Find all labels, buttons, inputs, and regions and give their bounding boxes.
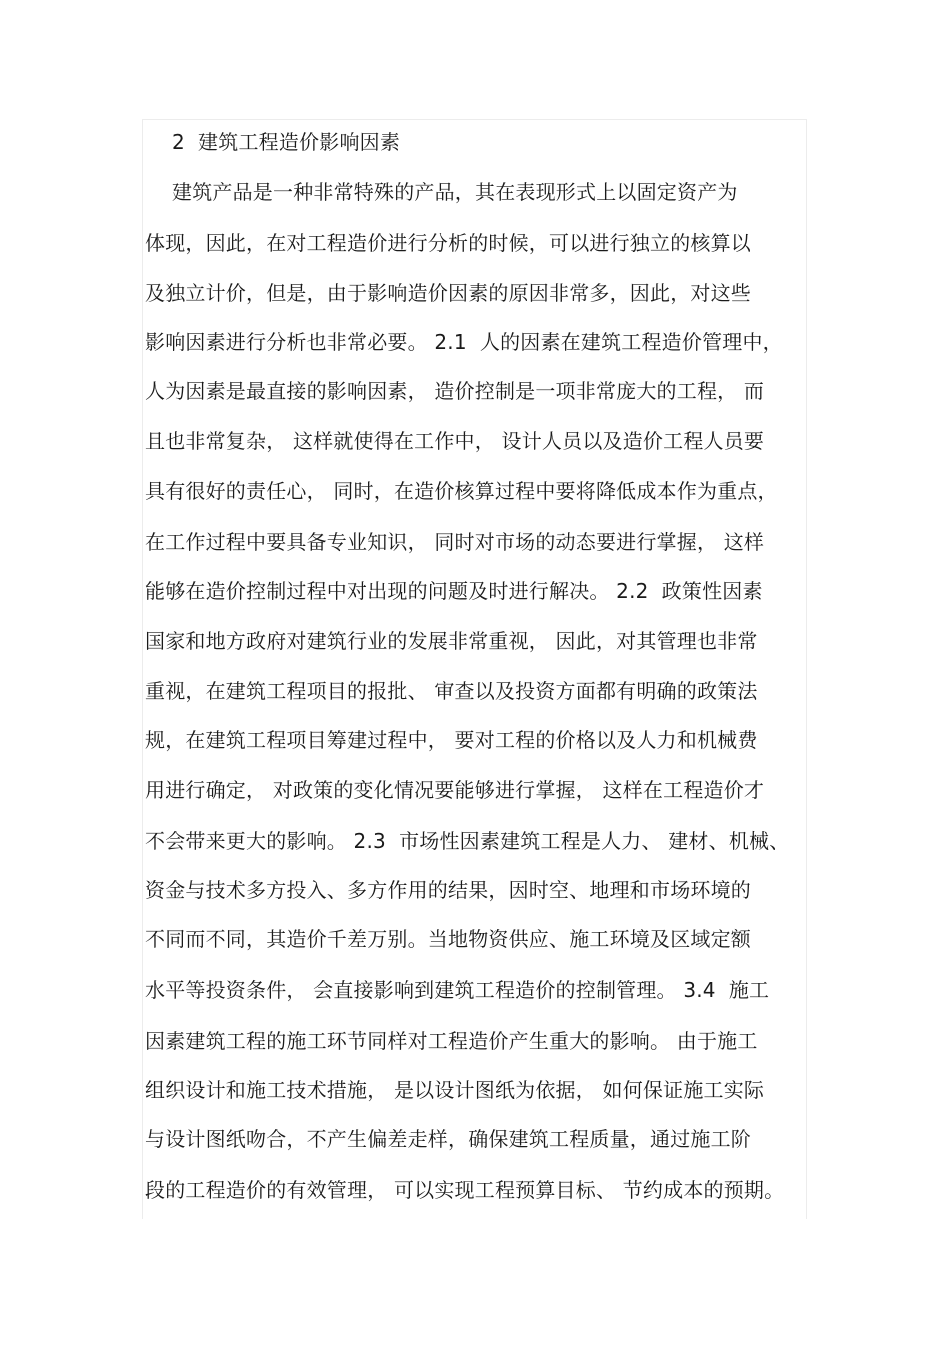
- paragraph-line: 因素建筑工程的施工环节同样对工程造价产生重大的影响。 由于施工: [145, 1029, 758, 1053]
- paragraph-line: 用进行确定， 对政策的变化情况要能够进行掌握， 这样在工程造价才: [145, 778, 765, 802]
- paragraph-line: 与设计图纸吻合，不产生偏差走样，确保建筑工程质量，通过施工阶: [145, 1127, 751, 1151]
- paragraph-line: 影响因素进行分析也非常必要。 2.1 人的因素在建筑工程造价管理中，: [145, 330, 783, 354]
- paragraph-line: 规，在建筑工程项目筹建过程中， 要对工程的价格以及人力和机械费: [145, 728, 758, 752]
- paragraph-line: 不同而不同，其造价千差万别。当地物资供应、施工环境及区域定额: [145, 927, 751, 951]
- paragraph-line: 在工作过程中要具备专业知识， 同时对市场的动态要进行掌握， 这样: [145, 530, 765, 554]
- paragraph-line: 不会带来更大的影响。 2.3 市场性因素建筑工程是人力、 建材、机械、: [145, 829, 790, 853]
- section-heading: 2 建筑工程造价影响因素: [172, 130, 401, 154]
- paragraph-line: 国家和地方政府对建筑行业的发展非常重视， 因此，对其管理也非常: [145, 629, 758, 653]
- paragraph-line: 水平等投资条件， 会直接影响到建筑工程造价的控制管理。 3.4 施工: [145, 978, 770, 1002]
- paragraph-line: 人为因素是最直接的影响因素， 造价控制是一项非常庞大的工程， 而: [145, 379, 765, 403]
- paragraph-line: 重视，在建筑工程项目的报批、 审查以及投资方面都有明确的政策法: [145, 679, 758, 703]
- paragraph-line: 资金与技术多方投入、多方作用的结果，因时空、地理和市场环境的: [145, 878, 751, 902]
- paragraph-line: 能够在造价控制过程中对出现的问题及时进行解决。 2.2 政策性因素: [145, 579, 763, 603]
- paragraph-line: 体现，因此，在对工程造价进行分析的时候，可以进行独立的核算以: [145, 231, 751, 255]
- paragraph-line: 组织设计和施工技术措施， 是以设计图纸为依据， 如何保证施工实际: [145, 1078, 765, 1102]
- paragraph-line: 具有很好的责任心， 同时，在造价核算过程中要将降低成本作为重点，: [145, 479, 778, 503]
- paragraph-line: 且也非常复杂， 这样就使得在工作中， 设计人员以及造价工程人员要: [145, 429, 765, 453]
- paragraph-line: 段的工程造价的有效管理， 可以实现工程预算目标、 节约成本的预期。: [145, 1178, 785, 1202]
- paragraph-line: 建筑产品是一种非常特殊的产品，其在表现形式上以固定资产为: [172, 180, 738, 204]
- paragraph-line: 及独立计价，但是，由于影响造价因素的原因非常多，因此，对这些: [145, 281, 751, 305]
